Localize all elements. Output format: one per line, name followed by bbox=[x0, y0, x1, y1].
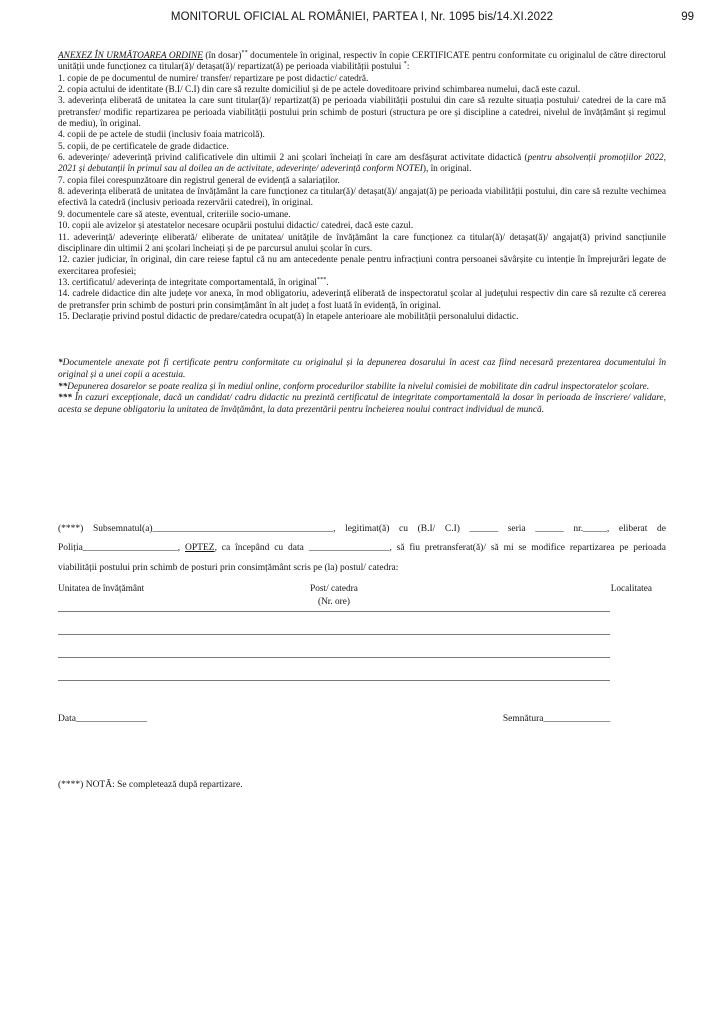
gazette-header-title: MONITORUL OFICIAL AL ROMÂNIEI, PARTEA I, Nr. 1095 bis/14.XI.2022 bbox=[170, 11, 554, 23]
write-in-line-3 bbox=[58, 635, 610, 658]
declaration-form bbox=[58, 520, 666, 796]
footnote-1-marker: * bbox=[58, 358, 63, 369]
list-item-5: 5. copii, de pe certificatele de grade didactice. bbox=[58, 141, 229, 152]
column-header-post-line1: Post/ catedra bbox=[310, 584, 358, 595]
footnotes-block bbox=[58, 358, 666, 417]
list-item-11: 11. adeverință/ adeverințe eliberată/ eliberate de unitatea/ unitățile de învățământ la care funcționez ca titular(ă)/ detașat(ă)/ angajat(ă) privind sancțiunile disciplinare din ultimii 2 ani școlari încheiați și de pe parcursul anului școlar în curs. bbox=[58, 232, 666, 254]
intro-heading: ANEXEZ ÎN URMĂTOAREA ORDINE bbox=[58, 51, 203, 61]
document-body bbox=[58, 48, 666, 796]
declaration-part1: (****) Subsemnatul(a)______________________________________, legitimat(ă) cu (B.I/ C.I) ______ seria ______ nr._____, eliberat de Poliția____________________, bbox=[58, 523, 666, 554]
list-item-1: 1. copie de pe documentul de numire/ transfer/ repartizare pe post didactic/ catedră. bbox=[58, 73, 369, 84]
list-item-12: 12. cazier judiciar, în original, din care reiese faptul că nu am antecedente penale pentru infracțiuni contra persoanei săvârșite cu intenție în împrejurări legate de exercitarea profesiei; bbox=[58, 255, 666, 277]
footnote-2-marker: ** bbox=[58, 381, 68, 392]
footnote-2 bbox=[58, 382, 666, 394]
optez-keyword: OPTEZ bbox=[185, 543, 215, 554]
signature-row bbox=[58, 713, 610, 726]
list-item-10: 10. copii ale avizelor și atestatelor necesare ocupării postului didactic/ catedrei, dacă este cazul. bbox=[58, 221, 414, 232]
page-number: 99 bbox=[681, 11, 694, 23]
footnote-ref-3: *** bbox=[316, 275, 327, 283]
footnote-ref-1: * bbox=[403, 60, 407, 68]
date-field-label: Data_______________ bbox=[58, 714, 148, 725]
list-item-4: 4. copii de pe actele de studii (inclusiv foaia matricolă). bbox=[58, 130, 265, 141]
footnote-1 bbox=[58, 358, 666, 381]
columns-header-row bbox=[58, 583, 666, 607]
list-item-14: 14. cadrele didactice din alte județe vor anexa, în mod obligatoriu, adeverință eliberată de inspectoratul școlar al județului respectiv din care să rezulte că cererea de pretransfer prin schimb de posturi prin consimțământ în alt județ a fost luată în evidență, în original. bbox=[58, 289, 666, 311]
write-in-line-4 bbox=[58, 658, 610, 681]
intro-colon: : bbox=[406, 62, 410, 73]
list-item-13 bbox=[58, 275, 666, 289]
footnote-ref-2: ** bbox=[241, 48, 248, 56]
item6-italic-clause: pentru absolvenții promoțiilor 2022, 2021 și debutanții în primul sau al doilea an de activitate, adeverințe/ adeverință conform NOTEI bbox=[58, 153, 666, 175]
list-item-2: 2. copia actului de identitate (B.I/ C.I) din care să rezulte domiciliul și de pe actele doveditoare privind schimbarea numelui, dacă este cazul. bbox=[58, 85, 581, 96]
signature-field-label: Semnătura______________ bbox=[502, 714, 610, 725]
column-header-post-line2: (Nr. ore) bbox=[317, 596, 351, 607]
column-header-post bbox=[310, 583, 358, 608]
item6-post: ), în original. bbox=[422, 164, 472, 175]
declaration-paragraph bbox=[58, 520, 666, 579]
item13-text: 13. certificatul/ adeverința de integritate comportamentală, în original bbox=[58, 277, 317, 288]
declaration-part2: , ca începând cu data _________________, să fiu pretransferat(ă)/ să mi se modifice repartizarea pe perioada viabilității postului prin schimb de posturi prin consimțământ scris pe (la) postul/ catedra: bbox=[58, 543, 666, 573]
completion-note: (****) NOTĂ: Se completează după repartizare. bbox=[58, 780, 243, 791]
footnote-3-marker: *** bbox=[58, 393, 75, 404]
item6-pre: 6. adeverințe/ adeverință privind calificativele din ultimii 2 ani școlari încheiați în care am desfășurat activitate didactică ( bbox=[58, 153, 528, 164]
footnote-2-text: Depunerea dosarelor se poate realiza și în mediul online, conform procedurilor stabilite la nivelul comisiei de mobilitate din cadrul inspectoratelor școlare. bbox=[67, 381, 650, 392]
intro-paragraph bbox=[58, 48, 666, 74]
list-item-6 bbox=[58, 153, 666, 176]
column-header-locality: Localitatea bbox=[610, 584, 652, 595]
item13-period: . bbox=[326, 277, 329, 288]
intro-after-heading: (în dosar) bbox=[202, 51, 242, 61]
list-item-9: 9. documentele care să ateste, eventual, criteriile socio-umane. bbox=[58, 209, 291, 220]
list-item-3: 3. adeverința eliberată de unitatea la care sunt titular(ă)/ repartizat(ă) pe perioada viabilității postului din care să rezulte situația postului/ catedrei de la care mă pretransfer/ modific repartizarea pe perioada viabilității postului prin schimb de posturi (structura pe ore și discipline a catedrei, nivelul de învățământ și regimul de mediu), în original. bbox=[58, 96, 666, 130]
intro-body: documentele în original, respectiv în copie CERTIFICATE pentru conformitate cu originalul de către directorul unității unde funcționez ca titular(ă)/ detașat(ă)/ repartizat(ă) pe perioada viabilității postului bbox=[58, 51, 666, 73]
list-item-15: 15. Declarație privind postul didactic de predare/catedra ocupat(ă) în etapele anterioare ale mobilității personalului didactic. bbox=[58, 311, 519, 322]
footnote-3-text: În cazuri excepționale, dacă un candidat/ cadru didactic nu prezintă certificatul de integritate comportamentală la dosar în perioada de înscriere/ validare, acesta se depune obligatoriu la unitatea de învățământ, la data prezentării pentru încheierea noului contract individual de muncă. bbox=[58, 393, 666, 416]
list-item-7: 7. copia filei corespunzătoare din registrul general de evidență a salariaților. bbox=[58, 175, 340, 186]
footnote-1-text: Documentele anexate pot fi certificate pentru conformitate cu originalul și la depunerea dosarului în acest caz fiind necesară prezentarea documentului în original și a unei copii a acestuia. bbox=[58, 358, 666, 380]
write-in-line-2 bbox=[58, 612, 610, 635]
list-item-8: 8. adeverința eliberată de unitatea de învățământ la care funcționez ca titular(ă)/ detașat(ă)/ angajat(ă) pe perioada viabilității postului, din care să rezulte vechimea efectivă la catedră (inclusiv perioada rezervării catedrei), în original. bbox=[58, 187, 666, 209]
footnote-3 bbox=[58, 393, 666, 416]
column-header-unit: Unitatea de învățământ bbox=[58, 584, 145, 595]
